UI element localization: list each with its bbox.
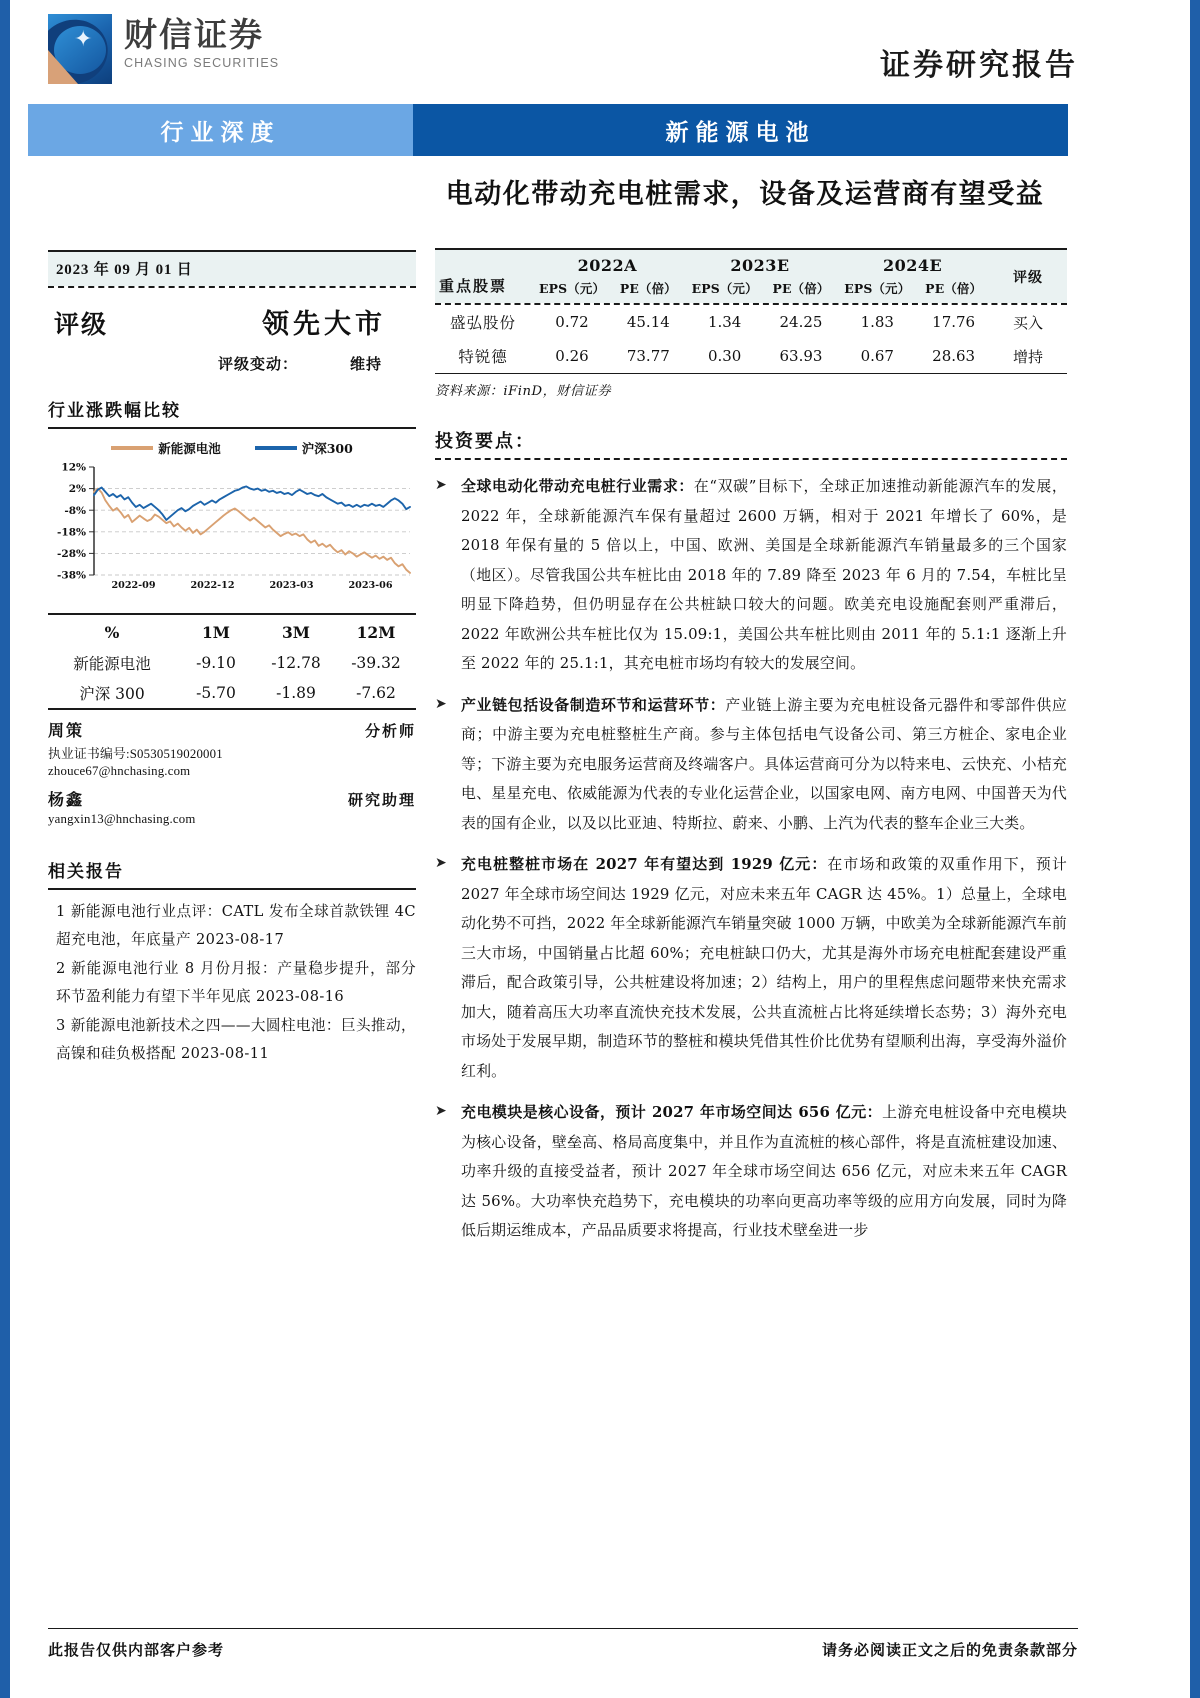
analyst-0-name: 周策: [48, 721, 85, 740]
rating-change-row: [48, 341, 416, 374]
banner-report-type-label: 行业深度: [160, 118, 281, 146]
perf-row1-12m: -7.62: [356, 684, 396, 702]
perf-row1-name: 沪深 300: [79, 685, 145, 703]
left-blue-rail: [0, 0, 10, 1698]
year-group-1: 2023E: [730, 256, 790, 275]
point-0-lead: 全球电动化带动充电桩行业需求：: [461, 477, 694, 495]
main-content: [435, 248, 1067, 1246]
year-group-2: 2024E: [883, 256, 943, 275]
page-header: [48, 14, 1078, 98]
footer-right-note: 请务必阅读正文之后的免责条款部分: [821, 1641, 1078, 1659]
perf-row0-1m: -9.10: [196, 654, 236, 672]
analyst-0: [48, 718, 416, 779]
point-1-lead: 产业链包括设备制造环节和运营环节：: [461, 695, 726, 714]
table-row: [435, 339, 1067, 373]
sub-header-0: EPS（元）: [538, 281, 606, 296]
stock-table-source: 资料来源：iFinD，财信证券: [435, 384, 612, 399]
banner-industry: [413, 104, 1068, 156]
analyst-1-role: 研究助理: [347, 791, 416, 809]
sub-header-1: PE（倍）: [619, 281, 677, 296]
stock-table-corner-label: 重点股票: [439, 277, 508, 295]
stock-0-v0: 0.72: [555, 313, 589, 331]
star-icon: ✦: [74, 26, 93, 51]
table-header-row: [435, 250, 1067, 277]
legend-label-1: 沪深300: [301, 441, 353, 456]
chevron-right-icon: ➤: [435, 478, 447, 493]
page-footer: [48, 1628, 1078, 1660]
point-1-body: 产业链上游主要为充电桩设备元器件和零部件供应商；中游主要为充电桩整桩生产商。参与主体包括电气设备公司、第三方桩企、家电企业等；下游主要为充电服务运营商及终端客户。具体运营商可分为以特来电、云快充、小桔充电、星星充电、依威能源为代表的专业化运营企业，以国家电网、南方电网、中国普天为代表的国有企业，以及以比亚迪、特斯拉、蔚来、小鹏、上汽为代表的整车企业三大类。: [461, 695, 1067, 832]
list-item: [435, 850, 1067, 1086]
point-0-body: 在“双碳”目标下，全球正加速推动新能源汽车的发展，2022 年，全球新能源汽车保有量超过 2600 万辆，相对于 2021 年增长了 60%，是 2018 年保有量的 5 倍以上，中国、欧洲、美国是全球新能源汽车销量最多的三个国家（地区）。尽管我国公共车桩比由 2018 年的 7.89 降至 2023 年 6 月的 7.54，车桩比呈明显下降趋势，但仍明显存在公共桩缺口较大的问题。欧美充电设施配套则严重滞后，2022 年欧洲公共车桩比仅为 15.09:1，美国公共车桩比则由 2011 年的 5.1:1 逐渐上升至 2022 年的 25.1:1，其充电桩市场均有较大的发展空间。: [461, 477, 1067, 672]
chart-heading: 行业涨跌幅比较: [48, 401, 181, 421]
divider: [48, 708, 416, 710]
category-banner: [28, 104, 1068, 156]
list-item[interactable]: 3 新能源电池新技术之四——大圆柱电池：巨头推动，高镍和硅负极搭配 2023-08-11: [56, 1016, 416, 1063]
report-kind-label: 证券研究报告: [880, 48, 1078, 83]
analyst-0-email[interactable]: zhouce67@hnchasing.com: [48, 764, 191, 778]
rating-change-label: 评级变动：: [217, 355, 298, 373]
list-item[interactable]: 2 新能源电池行业 8 月份月报：产量稳步提升，部分环节盈利能力有望下半年见底 2023-08-16: [56, 959, 416, 1006]
rating-change-value: 维持: [349, 355, 382, 373]
svg-text:2023-03: 2023-03: [269, 580, 314, 591]
stock-1-rating: 增持: [1012, 347, 1043, 366]
stock-0-rating: 买入: [1012, 313, 1043, 332]
table-row: [48, 678, 416, 708]
banner-industry-label: 新能源电池: [665, 118, 816, 146]
perf-row0-3m: -12.78: [271, 654, 321, 672]
perf-row0-name: 新能源电池: [73, 655, 151, 673]
chart-svg: [48, 459, 416, 597]
sub-header-2: EPS（元）: [691, 281, 758, 296]
sub-header-4: EPS（元）: [844, 281, 911, 296]
banner-report-type: [28, 104, 413, 156]
rating-value: 领先大市: [262, 309, 386, 340]
perf-col-0: %: [104, 623, 120, 642]
svg-text:2022-09: 2022-09: [111, 580, 156, 591]
legend-item-1: [255, 439, 353, 457]
investment-points-heading: 投资要点：: [435, 431, 535, 452]
stock-0-v5: 17.76: [932, 313, 976, 331]
svg-text:2022-12: 2022-12: [190, 580, 235, 591]
stock-1-v0: 0.26: [555, 347, 589, 365]
point-2-lead: 充电桩整桩市场在 2027 年有望达到 1929 亿元：: [461, 855, 828, 873]
analyst-0-license: 执业证书编号:S0530519020001: [48, 747, 223, 761]
brand-logo: [48, 14, 279, 84]
rating-label: 评级: [54, 310, 109, 339]
footer-left-note: 此报告仅供内部客户参考: [48, 1641, 225, 1659]
table-row: [435, 305, 1067, 339]
sidebar: [48, 250, 416, 1069]
chevron-right-icon: ➤: [435, 1104, 447, 1119]
stock-0-v2: 1.34: [707, 313, 742, 331]
svg-text:-18%: -18%: [57, 526, 86, 539]
stock-1-v5: 28.63: [932, 347, 976, 365]
stock-1-v4: 0.67: [860, 347, 894, 365]
perf-col-2: 3M: [282, 623, 310, 642]
divider: [48, 613, 416, 615]
list-item[interactable]: 1 新能源电池行业点评：CATL 发布全球首款铁锂 4C 超充电池，年底量产 2023-08-17: [56, 903, 416, 949]
stock-0-v4: 1.83: [860, 313, 894, 331]
stock-1-name: 特锐德: [458, 348, 508, 366]
legend-swatch-0: [111, 446, 153, 449]
stock-1-v3: 63.93: [779, 347, 823, 365]
brand-name-cn: 财信证券: [124, 15, 264, 54]
analyst-1: [48, 787, 416, 827]
divider: [48, 427, 416, 429]
analyst-0-role: 分析师: [364, 722, 416, 740]
perf-row1-1m: -5.70: [196, 684, 236, 702]
chevron-right-icon: ➤: [435, 856, 447, 871]
svg-text:-38%: -38%: [57, 569, 86, 582]
stock-1-v2: 0.30: [707, 347, 742, 365]
key-stocks-table: [435, 250, 1067, 373]
legend-item-0: [111, 439, 221, 457]
logo-mark-icon: [48, 14, 112, 84]
chart-plot-area: [48, 459, 416, 597]
page-title: 电动化带动充电桩需求，设备及运营商有望受益: [445, 179, 1045, 210]
rating-row: [48, 288, 416, 341]
list-item: [435, 691, 1067, 839]
sub-header-5: PE（倍）: [925, 281, 983, 296]
point-3-body: 上游充电桩设备中充电模块为核心设备，壁垒高、格局高度集中，并且作为直流桩的核心部件，将是直流桩建设加速、功率升级的直接受益者，预计 2027 年全球市场空间达 656 亿元，对应未来五年 CAGR 达 56%。大功率快充趋势下，充电模块的功率向更高功率等级的应用方向发展，同时为降低后期运维成本，产品品质要求将提高，行业技术壁垒进一步: [461, 1103, 1067, 1239]
svg-text:-28%: -28%: [57, 548, 86, 560]
brand-name-en: CHASING SECURITIES: [124, 55, 280, 70]
sub-header-3: PE（倍）: [772, 281, 830, 296]
svg-text:-8%: -8%: [64, 504, 86, 517]
chart-legend: [48, 439, 416, 457]
stock-0-v3: 24.25: [779, 313, 823, 331]
perf-row0-12m: -39.32: [351, 654, 401, 672]
legend-swatch-1: [255, 446, 297, 449]
perf-row1-3m: -1.89: [276, 684, 316, 702]
stock-1-v1: 73.77: [626, 347, 670, 365]
svg-text:12%: 12%: [61, 461, 86, 474]
table-row: [48, 648, 416, 678]
analyst-1-email[interactable]: yangxin13@hnchasing.com: [48, 812, 196, 826]
report-date: 2023 年 09 月 01 日: [48, 252, 416, 286]
year-group-0: 2022A: [577, 256, 638, 275]
legend-label-0: 新能源电池: [158, 441, 221, 456]
rating-column-header: 评级: [1013, 269, 1043, 286]
related-reports-heading: 相关报告: [48, 862, 124, 882]
right-blue-rail: [1190, 0, 1200, 1698]
list-item: [435, 472, 1067, 679]
stock-0-v1: 45.14: [626, 313, 670, 331]
performance-table: [48, 619, 416, 708]
svg-text:2%: 2%: [68, 483, 86, 496]
point-3-lead: 充电模块是核心设备，预计 2027 年市场空间达 656 亿元：: [461, 1103, 883, 1121]
analyst-1-name: 杨鑫: [48, 790, 85, 809]
point-2-body: 在市场和政策的双重作用下，预计 2027 年全球市场空间达 1929 亿元，对应未来五年 CAGR 达 45%。1）总量上，全球电动化势不可挡，2022 年全球新能源汽车销量突破 1000 万辆，中欧美为全球新能源汽车前三大市场，中国销量占比超 60%；充电桩缺口仍大，尤其是海外市场充电桩配套建设严重滞后，配合政策引导，公共桩建设将加速；2）结构上，用户的里程焦虑问题带来快充需求加大，随着高压大功率直流快充技术发展，公共直流桩占比将延续增长态势；3）海外充电市场处于发展早期，制造环节的整桩和模块凭借其性价比优势有望顺利出海，享受海外溢价红利。: [461, 855, 1067, 1080]
perf-col-1: 1M: [202, 623, 230, 642]
perf-col-3: 12M: [356, 623, 396, 642]
table-header-row: [48, 619, 416, 648]
svg-text:2023-06: 2023-06: [348, 580, 393, 591]
chevron-right-icon: ➤: [435, 696, 447, 712]
stock-0-name: 盛弘股份: [449, 314, 516, 332]
list-item: [435, 1098, 1067, 1246]
divider-dashed: [435, 458, 1067, 460]
performance-chart: [48, 439, 416, 607]
